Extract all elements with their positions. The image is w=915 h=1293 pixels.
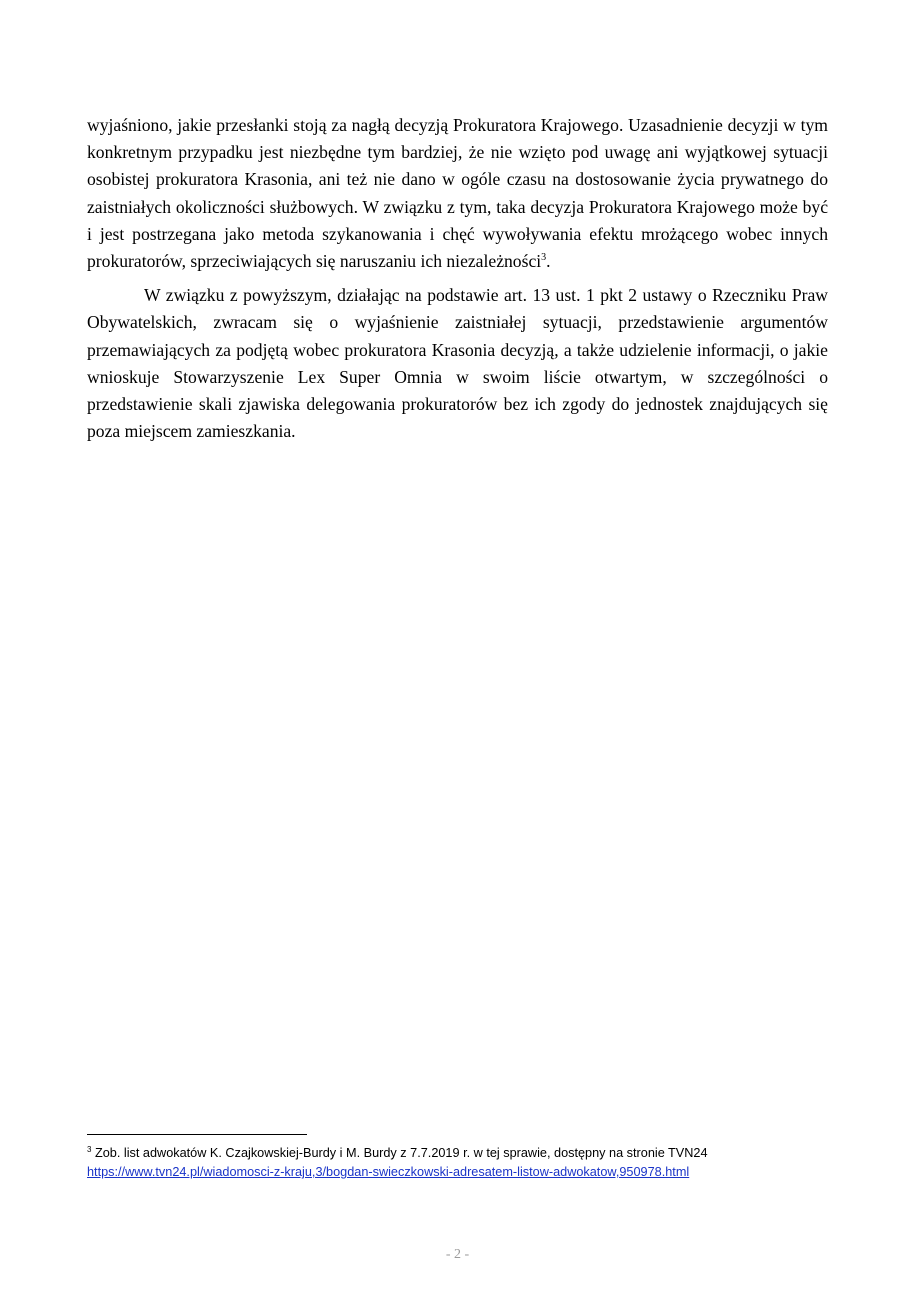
paragraph-1-text: wyjaśniono, jakie przesłanki stoją za nagłą decyzją Prokuratora Krajowego. Uzasadnienie decyzji w tym konkretnym przypadku jest niezbędne tym bardziej, że nie wzięto pod uwagę ani wyjątkowej sytuacji osobistej prokuratora Krasonia, ani też nie dano w ogóle czasu na dostosowanie życia prywatnego do zaistniałych okoliczności służbowych. W związku z tym, taka decyzja Prokuratora Krajowego może być i jest postrzegana jako metoda szykanowania i chęć wywoływania efektu mrożącego wobec innych prokuratorów, sprzeciwiających się naruszaniu ich niezależności — [87, 115, 828, 272]
page-number: - 2 - — [445, 1247, 470, 1262]
footnote-text: Zob. list adwokatów K. Czajkowskiej-Burdy i M. Burdy z 7.7.2019 r. w tej sprawie, dostępny na stronie TVN24 — [91, 1146, 708, 1160]
footnote-link[interactable]: https://www.tvn24.pl/wiadomosci-z-kraju,3/bogdan-swieczkowski-adresatem-listow-adwokatow,950978.html — [87, 1165, 690, 1179]
paragraph-1 — [87, 112, 828, 275]
footnote — [87, 1144, 847, 1182]
paragraph-2: W związku z powyższym, działając na podstawie art. 13 ust. 1 pkt 2 ustawy o Rzeczniku Praw Obywatelskich, zwracam się o wyjaśnienie zaistniałej sytuacji, przedstawienie argumentów przemawiających za podjętą wobec prokuratora Krasonia decyzją, a także udzielenie informacji, o jakie wnioskuje Stowarzyszenie Lex Super Omnia w swoim liście otwartym, w szczególności o przedstawienie skali zjawiska delegowania prokuratorów bez ich zgody do jednostek znajdujących się poza miejscem zamieszkania. — [87, 285, 828, 442]
footnote-separator — [87, 1134, 307, 1135]
footnote-number: 3 — [87, 1144, 92, 1154]
footnote-reference[interactable]: 3 — [541, 252, 547, 264]
body-text — [87, 112, 828, 452]
paragraph-1-end: . — [546, 251, 551, 272]
